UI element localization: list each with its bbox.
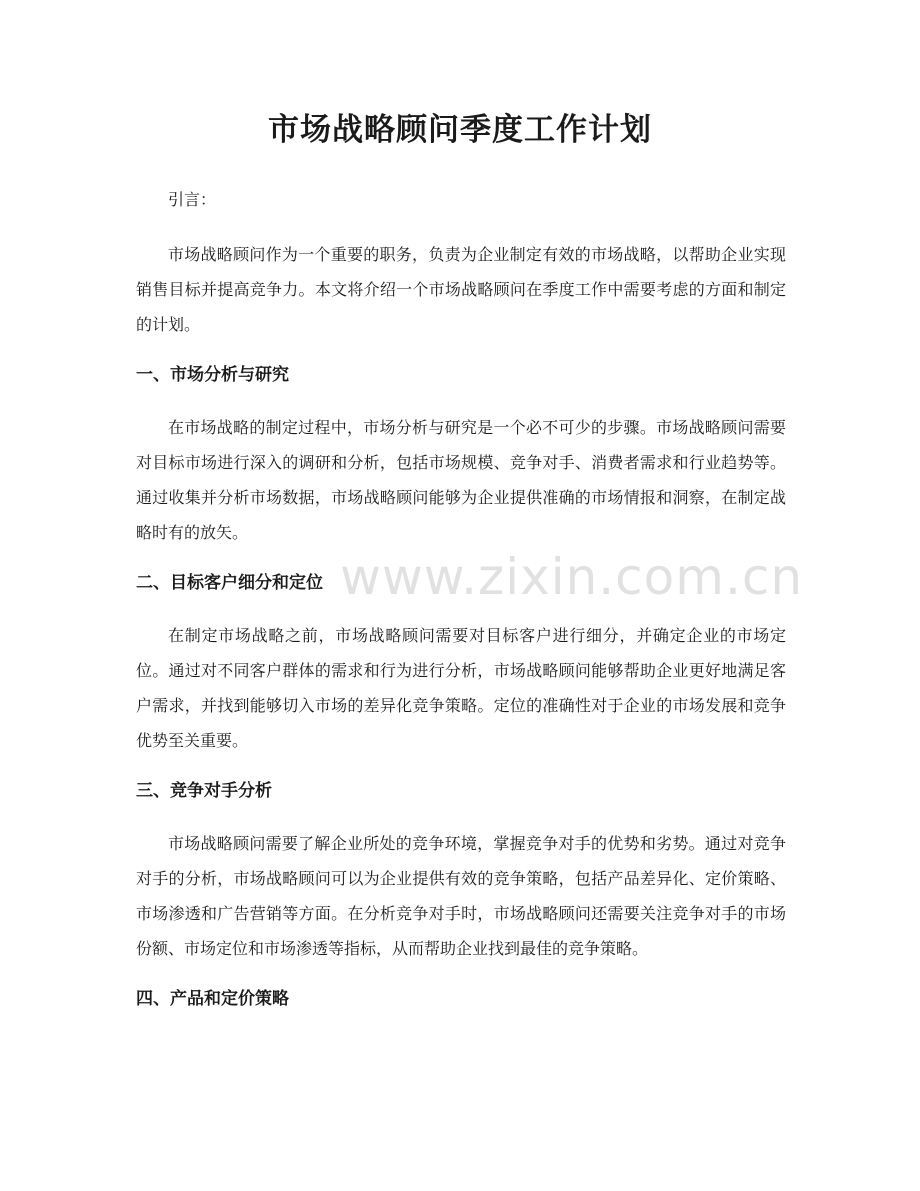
- section-heading: 一、市场分析与研究: [136, 365, 289, 385]
- section-paragraph: 在制定市场战略之前，市场战略顾问需要对目标客户进行细分，并确定企业的市场定位。通过对不同客户群体的需求和行为进行分析，市场战略顾问能够帮助企业更好地满足客户需求，并找到能够切入市场的差异化竞争策略。定位的准确性对于企业的市场发展和竞争优势至关重要。: [136, 626, 786, 750]
- intro-label: 引言：: [168, 190, 217, 209]
- document-title: 市场战略顾问季度工作计划: [268, 112, 652, 148]
- section-heading: 三、竞争对手分析: [136, 781, 272, 801]
- section-paragraph: 市场战略顾问需要了解企业所处的竞争环境，掌握竞争对手的优势和劣势。通过对竞争对手的分析，市场战略顾问可以为企业提供有效的竞争策略，包括产品差异化、定价策略、市场渗透和广告营销等方面。在分析竞争对手时，市场战略顾问还需要关注竞争对手的市场份额、市场定位和市场渗透等指标，从而帮助企业找到最佳的竞争策略。: [136, 834, 786, 958]
- section-4: [136, 984, 786, 1014]
- section-heading: 四、产品和定价策略: [136, 989, 289, 1009]
- intro-paragraph: 市场战略顾问作为一个重要的职务，负责为企业制定有效的市场战略，以帮助企业实现销售目标并提高竞争力。本文将介绍一个市场战略顾问在季度工作中需要考虑的方面和制定的计划。: [136, 245, 786, 334]
- watermark: www.zixin.com.cn: [340, 548, 804, 606]
- section-3: [136, 776, 786, 966]
- document-body: [136, 182, 786, 1034]
- section-1: [136, 360, 786, 550]
- section-2: [136, 568, 786, 758]
- section-heading: 二、目标客户细分和定位: [136, 573, 323, 593]
- section-paragraph: 在市场战略的制定过程中，市场分析与研究是一个必不可少的步骤。市场战略顾问需要对目标市场进行深入的调研和分析，包括市场规模、竞争对手、消费者需求和行业趋势等。通过收集并分析市场数据，市场战略顾问能够为企业提供准确的市场情报和洞察，在制定战略时有的放矢。: [136, 418, 786, 542]
